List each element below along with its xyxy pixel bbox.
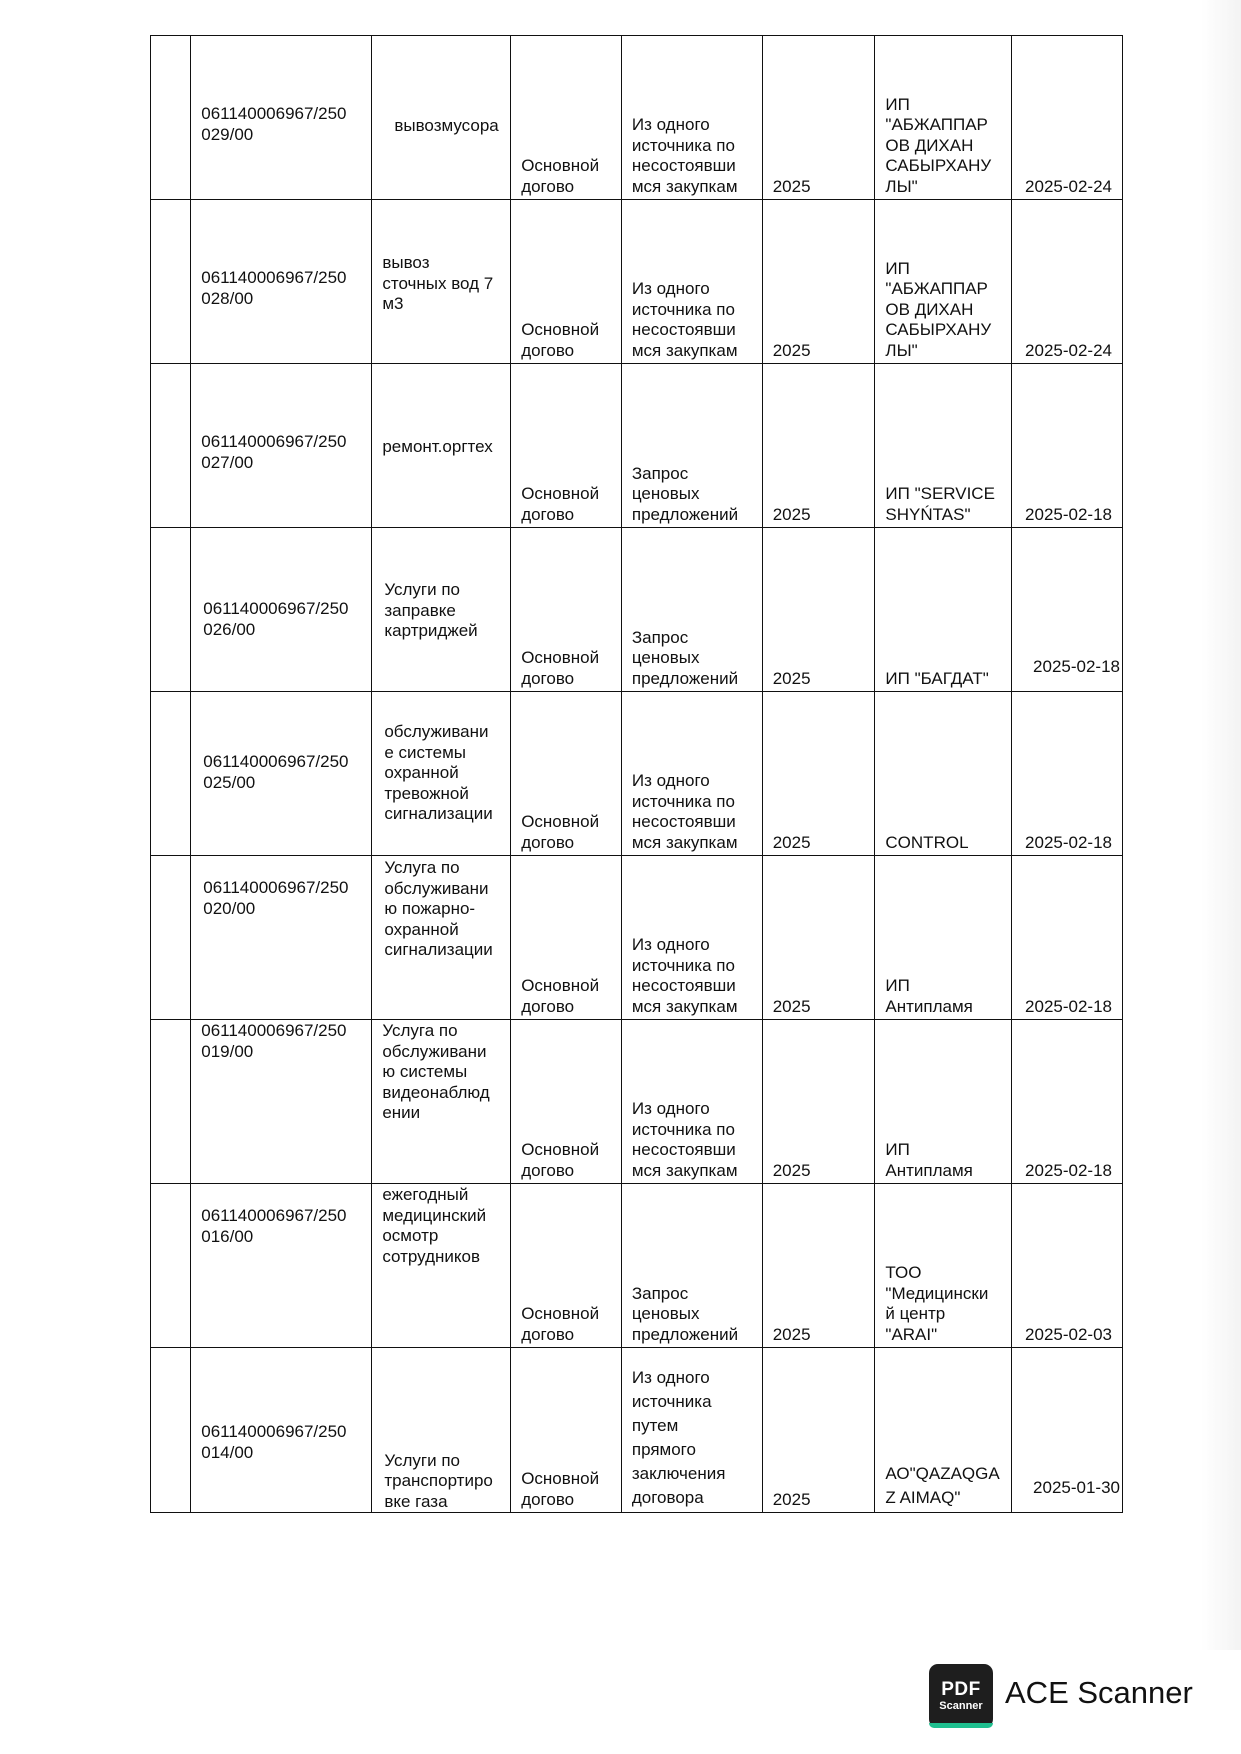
table-row: [151, 528, 1123, 692]
contract-number-cell: [191, 856, 372, 1020]
supplier: ИП "БАГДАТ": [885, 668, 989, 688]
contract-type: Основной догово: [521, 1140, 600, 1180]
table-row: [151, 36, 1123, 200]
contract-number: 061140006967/250 029/00: [201, 104, 347, 144]
subject: обслуживани е системы охранной тревожной сигнализации: [384, 722, 493, 823]
contract-type: Основной догово: [521, 156, 600, 196]
year-cell: [762, 528, 875, 692]
type-cell: [511, 200, 622, 364]
contracts-table: [150, 35, 1123, 1513]
contract-type: Основной догово: [521, 1469, 600, 1509]
method-cell: [621, 528, 762, 692]
year-cell: [762, 1020, 875, 1184]
subject: Услуги по заправке картриджей: [384, 580, 478, 640]
supplier: ИП "АБЖАППАР ОВ ДИХАН САБЫРХАНУ ЛЫ": [885, 258, 992, 360]
date-cell: [1012, 364, 1123, 528]
subject-cell: [372, 364, 511, 528]
subject: вывозмусора: [394, 116, 499, 135]
subject: Услуга по обслуживани ю пожарно- охранной сигнализации: [384, 858, 493, 959]
procurement-method: Из одного источника по несостоявши мся закупкам: [631, 115, 738, 196]
year: 2025: [772, 668, 811, 688]
type-cell: [511, 364, 622, 528]
procurement-method: Запрос ценовых предложений: [631, 1283, 739, 1344]
contract-number: 061140006967/250 025/00: [203, 752, 349, 792]
method-cell: [621, 364, 762, 528]
table-row: [151, 1348, 1123, 1513]
contract-number: 061140006967/250 019/00: [201, 1021, 347, 1061]
year-cell: [762, 200, 875, 364]
date-cell: [1012, 528, 1123, 692]
supplier-cell: [875, 1020, 1012, 1184]
type-cell: [511, 1184, 622, 1348]
subject-cell: [372, 692, 511, 856]
subject-cell: [372, 528, 511, 692]
supplier: ИП "АБЖАППАР ОВ ДИХАН САБЫРХАНУ ЛЫ": [885, 94, 992, 196]
type-cell: [511, 692, 622, 856]
contract-number: 061140006967/250 014/00: [201, 1422, 347, 1462]
method-cell: [621, 1348, 762, 1513]
subject: ремонт.оргтех: [382, 437, 493, 456]
year: 2025: [772, 176, 811, 196]
subject: ежегодный медицинский осмотр сотрудников: [382, 1185, 487, 1266]
contract-type: Основной догово: [521, 1304, 600, 1344]
subject-cell: [372, 1184, 511, 1348]
table-row: [151, 856, 1123, 1020]
subject: вывоз сточных вод 7 м3: [382, 253, 494, 313]
blank-cell: [151, 36, 191, 200]
type-cell: [511, 1020, 622, 1184]
logo-accent-bar: [929, 1723, 993, 1728]
contract-date: 2025-01-30: [1033, 1477, 1120, 1497]
supplier-cell: [875, 364, 1012, 528]
subject-cell: [372, 1348, 511, 1513]
contract-type: Основной догово: [521, 484, 600, 524]
type-cell: [511, 1348, 622, 1513]
blank-cell: [151, 1020, 191, 1184]
logo-pdf-text: PDF: [941, 1679, 981, 1700]
method-cell: [621, 1020, 762, 1184]
year-cell: [762, 856, 875, 1020]
supplier: ТОО "Медицински й центр "ARAI": [885, 1263, 989, 1344]
scan-edge-shadow: [1201, 0, 1241, 1650]
blank-cell: [151, 528, 191, 692]
contract-type: Основной догово: [521, 812, 600, 852]
year-cell: [762, 692, 875, 856]
year: 2025: [772, 832, 811, 852]
contract-number: 061140006967/250 020/00: [203, 878, 349, 918]
year: 2025: [772, 1489, 811, 1509]
table-row: [151, 364, 1123, 528]
contract-number: 061140006967/250 016/00: [201, 1206, 347, 1246]
year: 2025: [772, 996, 811, 1016]
contract-date: 2025-02-18: [1025, 504, 1112, 524]
table-row: [151, 1020, 1123, 1184]
supplier-cell: [875, 692, 1012, 856]
contract-date: 2025-02-18: [1033, 656, 1120, 676]
contract-number: 061140006967/250 027/00: [201, 432, 347, 472]
contract-date: 2025-02-18: [1025, 832, 1112, 852]
blank-cell: [151, 1184, 191, 1348]
type-cell: [511, 528, 622, 692]
scanner-brand-name: ACE Scanner: [1005, 1675, 1193, 1710]
contract-number-cell: [191, 692, 372, 856]
contract-date: 2025-02-18: [1025, 1160, 1112, 1180]
blank-cell: [151, 200, 191, 364]
date-cell: [1012, 692, 1123, 856]
procurement-method: Из одного источника по несостоявши мся закупкам: [631, 1099, 738, 1180]
contract-number-cell: [191, 36, 372, 200]
procurement-method: Запрос ценовых предложений: [631, 463, 739, 524]
procurement-method: Из одного источника путем прямого заключения договора: [631, 1368, 726, 1507]
logo-scanner-text: Scanner: [939, 1700, 983, 1712]
supplier-cell: [875, 856, 1012, 1020]
date-cell: [1012, 1184, 1123, 1348]
procurement-method: Из одного источника по несостоявши мся закупкам: [631, 279, 738, 360]
supplier-cell: [875, 36, 1012, 200]
year: 2025: [772, 504, 811, 524]
supplier-cell: [875, 1348, 1012, 1513]
contract-type: Основной догово: [521, 320, 600, 360]
blank-cell: [151, 692, 191, 856]
year-cell: [762, 1184, 875, 1348]
subject-cell: [372, 1020, 511, 1184]
supplier-cell: [875, 200, 1012, 364]
contract-number-cell: [191, 364, 372, 528]
year: 2025: [772, 1324, 811, 1344]
date-cell: [1012, 1348, 1123, 1513]
contract-type: Основной догово: [521, 976, 600, 1016]
supplier: CONTROL: [885, 832, 969, 852]
subject: Услуги по транспортиро вке газа: [384, 1450, 493, 1511]
subject-cell: [372, 856, 511, 1020]
procurement-method: Из одного источника по несостоявши мся закупкам: [631, 771, 738, 852]
method-cell: [621, 36, 762, 200]
supplier-cell: [875, 528, 1012, 692]
blank-cell: [151, 1348, 191, 1513]
subject-cell: [372, 36, 511, 200]
year: 2025: [772, 1160, 811, 1180]
subject-cell: [372, 200, 511, 364]
table-row: [151, 200, 1123, 364]
method-cell: [621, 856, 762, 1020]
contract-number: 061140006967/250 026/00: [203, 599, 349, 639]
contract-number-cell: [191, 1184, 372, 1348]
procurement-method: Из одного источника по несостоявши мся закупкам: [631, 935, 738, 1016]
table-row: [151, 692, 1123, 856]
supplier: ИП Антипламя: [885, 976, 973, 1016]
pdf-scanner-logo: [929, 1664, 993, 1728]
year-cell: [762, 364, 875, 528]
blank-cell: [151, 856, 191, 1020]
contract-date: 2025-02-24: [1025, 340, 1112, 360]
type-cell: [511, 856, 622, 1020]
contract-number-cell: [191, 1020, 372, 1184]
table-row: [151, 1184, 1123, 1348]
year-cell: [762, 1348, 875, 1513]
date-cell: [1012, 856, 1123, 1020]
procurement-method: Запрос ценовых предложений: [631, 627, 739, 688]
supplier-cell: [875, 1184, 1012, 1348]
type-cell: [511, 36, 622, 200]
method-cell: [621, 1184, 762, 1348]
blank-cell: [151, 364, 191, 528]
year: 2025: [772, 340, 811, 360]
date-cell: [1012, 1020, 1123, 1184]
contract-date: 2025-02-24: [1025, 176, 1112, 196]
contract-date: 2025-02-18: [1025, 996, 1112, 1016]
method-cell: [621, 200, 762, 364]
year-cell: [762, 36, 875, 200]
supplier: АО"QAZAQGA Z AIMAQ": [885, 1464, 1000, 1507]
contract-number: 061140006967/250 028/00: [201, 268, 347, 308]
contract-type: Основной догово: [521, 648, 600, 688]
supplier: ИП Антипламя: [885, 1140, 973, 1180]
subject: Услуга по обслуживани ю системы видеонаблюд ении: [382, 1021, 490, 1122]
contract-number-cell: [191, 528, 372, 692]
contract-number-cell: [191, 200, 372, 364]
method-cell: [621, 692, 762, 856]
date-cell: [1012, 200, 1123, 364]
contract-date: 2025-02-03: [1025, 1324, 1112, 1344]
date-cell: [1012, 36, 1123, 200]
contract-number-cell: [191, 1348, 372, 1513]
supplier: ИП "SERVICE SHYŃTAS": [885, 484, 995, 524]
